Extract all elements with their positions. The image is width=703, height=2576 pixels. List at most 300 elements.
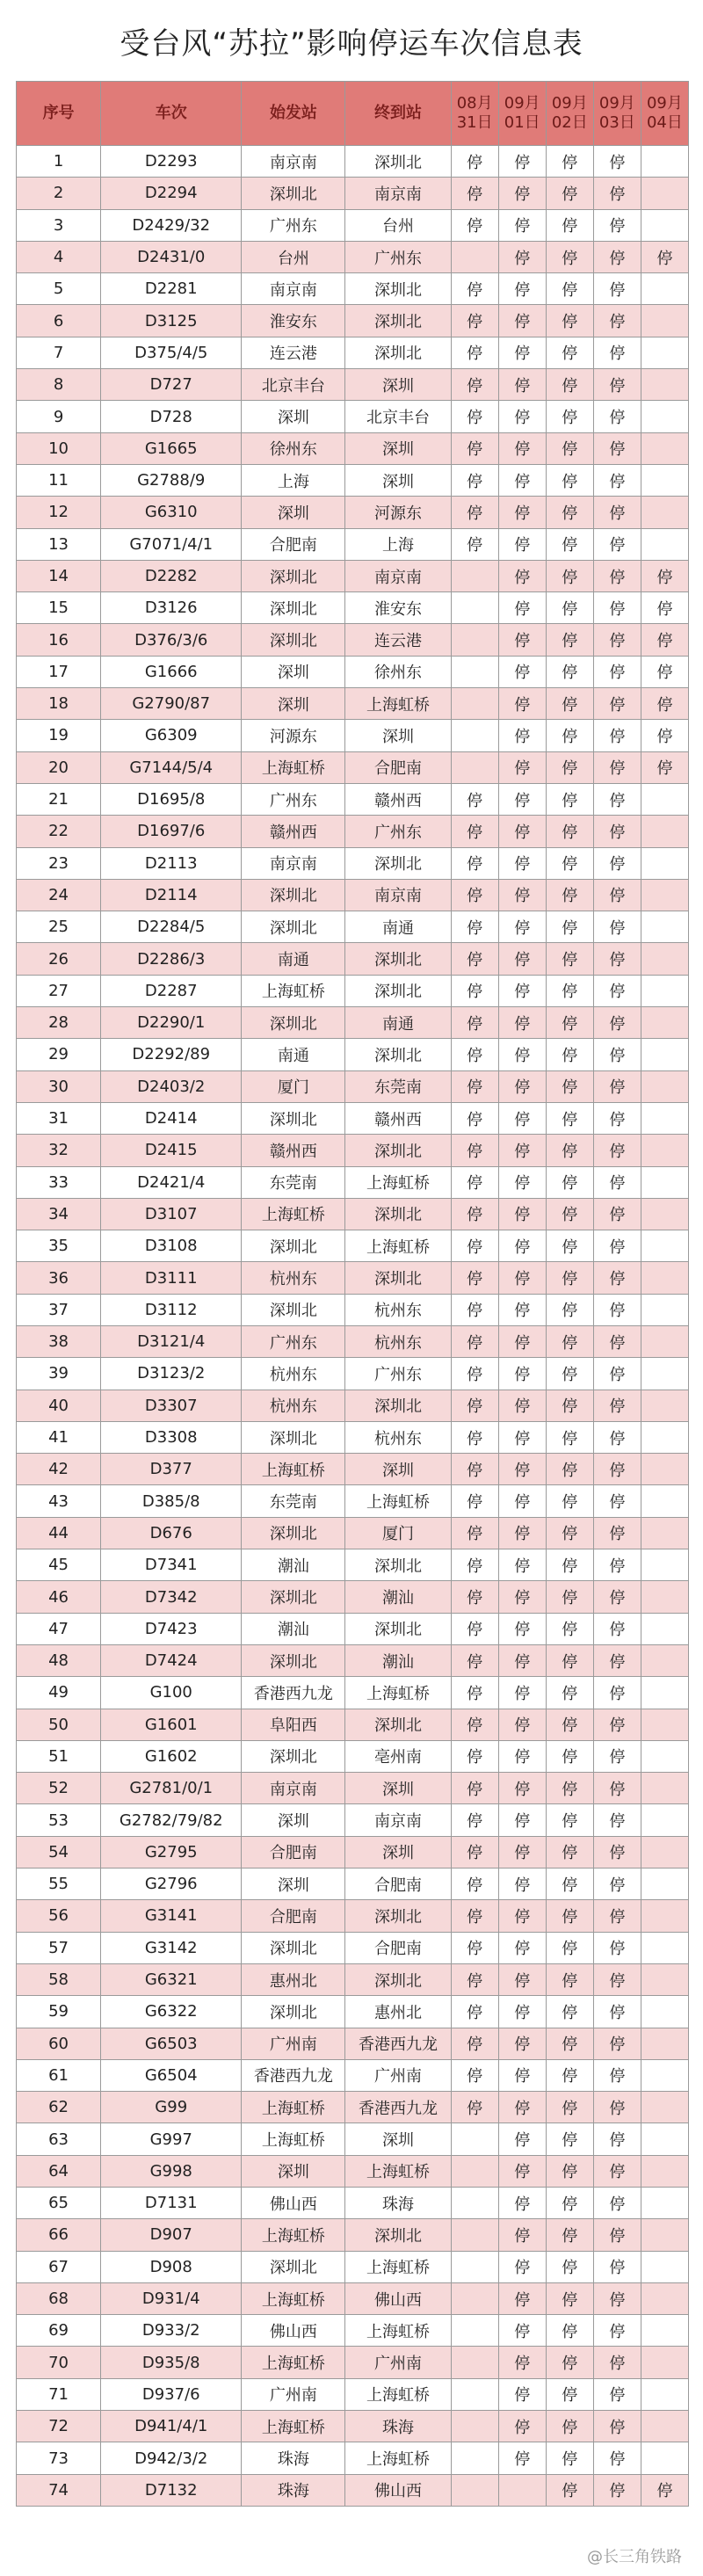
cell-0901: 停: [498, 1135, 546, 1166]
cell-0831: 停: [451, 146, 498, 178]
cell-to: 深圳北: [345, 975, 451, 1006]
cell-train: G6321: [101, 1963, 242, 1995]
cell-index: 63: [17, 2123, 101, 2155]
cell-0901: 停: [498, 592, 546, 624]
cell-0831: [451, 656, 498, 687]
cell-0831: 停: [451, 2028, 498, 2059]
cell-0901: 停: [498, 2442, 546, 2474]
cell-index: 37: [17, 1294, 101, 1325]
cell-0904: [641, 1102, 688, 1134]
cell-0904: [641, 2155, 688, 2187]
table-row: [17, 1709, 689, 1740]
cell-from: 杭州东: [242, 1262, 345, 1294]
cell-train: G2796: [101, 1869, 242, 1900]
cell-0902: 停: [546, 592, 593, 624]
cell-from: 杭州东: [242, 1390, 345, 1421]
cell-0902: 停: [546, 1294, 593, 1325]
cell-index: 13: [17, 528, 101, 560]
cell-to: 台州: [345, 209, 451, 241]
cell-0903: 停: [593, 464, 641, 496]
cell-0904: [641, 1677, 688, 1709]
table-row: [17, 1644, 689, 1676]
cell-0904: [641, 1294, 688, 1325]
cell-0904: [641, 2059, 688, 2091]
cell-index: 68: [17, 2282, 101, 2314]
cell-to: 徐州东: [345, 656, 451, 687]
cell-0902: 停: [546, 2282, 593, 2314]
cell-index: 38: [17, 1325, 101, 1357]
cell-0831: 停: [451, 1007, 498, 1039]
cell-to: 香港西九龙: [345, 2092, 451, 2123]
cell-train: D377: [101, 1454, 242, 1485]
table-row: [17, 592, 689, 624]
cell-0902: 停: [546, 273, 593, 305]
cell-index: 46: [17, 1581, 101, 1613]
cell-from: 深圳北: [242, 1996, 345, 2028]
cell-0831: [451, 560, 498, 591]
cell-0903: 停: [593, 1613, 641, 1644]
cell-index: 36: [17, 1262, 101, 1294]
cell-from: 厦门: [242, 1070, 345, 1102]
cell-from: 深圳: [242, 497, 345, 528]
cell-index: 28: [17, 1007, 101, 1039]
cell-from: 深圳北: [242, 1230, 345, 1262]
cell-0902: 停: [546, 1773, 593, 1804]
cell-0903: 停: [593, 1198, 641, 1230]
cell-from: 深圳北: [242, 592, 345, 624]
table-row: [17, 2059, 689, 2091]
cell-0901: 停: [498, 2123, 546, 2155]
cell-0831: 停: [451, 209, 498, 241]
cell-0831: [451, 2347, 498, 2378]
cell-from: 深圳北: [242, 1517, 345, 1549]
cell-train: D2414: [101, 1102, 242, 1134]
cell-to: 深圳北: [345, 1039, 451, 1070]
cell-0903: 停: [593, 911, 641, 943]
cell-0831: 停: [451, 783, 498, 815]
cell-0831: 停: [451, 1996, 498, 2028]
page-title: 受台风“苏拉”影响停运车次信息表: [120, 26, 583, 62]
cell-to: 广州东: [345, 816, 451, 847]
cell-0903: 停: [593, 560, 641, 591]
cell-0901: 停: [498, 1900, 546, 1932]
cell-0902: 停: [546, 464, 593, 496]
cell-0901: 停: [498, 1390, 546, 1421]
cell-0902: 停: [546, 1421, 593, 1453]
cell-to: 南京南: [345, 178, 451, 209]
cell-0904: [641, 2092, 688, 2123]
cell-0902: 停: [546, 2251, 593, 2282]
cell-to: 深圳北: [345, 1963, 451, 1995]
cell-0903: 停: [593, 497, 641, 528]
cell-index: 66: [17, 2219, 101, 2251]
cell-to: 深圳北: [345, 146, 451, 178]
cell-0902: 停: [546, 337, 593, 368]
cell-to: 厦门: [345, 1517, 451, 1549]
cell-index: 74: [17, 2474, 101, 2506]
cell-to: 上海虹桥: [345, 1230, 451, 1262]
cell-0903: 停: [593, 2092, 641, 2123]
table-row: [17, 1294, 689, 1325]
cell-from: 东莞南: [242, 1485, 345, 1517]
cell-0903: 停: [593, 592, 641, 624]
cell-0902: 停: [546, 401, 593, 432]
cell-from: 南通: [242, 1039, 345, 1070]
cell-0831: 停: [451, 1358, 498, 1390]
cell-index: 1: [17, 146, 101, 178]
cell-0903: 停: [593, 2059, 641, 2091]
cell-train: D2294: [101, 178, 242, 209]
cell-0903: 停: [593, 1900, 641, 1932]
cell-0902: 停: [546, 720, 593, 751]
cell-to: 广州东: [345, 1358, 451, 1390]
table-row: [17, 1454, 689, 1485]
cell-0901: 停: [498, 1709, 546, 1740]
cell-from: 惠州北: [242, 1963, 345, 1995]
cell-to: 南京南: [345, 879, 451, 911]
cell-0902: 停: [546, 1869, 593, 1900]
cell-index: 15: [17, 592, 101, 624]
cell-from: 南京南: [242, 847, 345, 879]
cell-0901: 停: [498, 1644, 546, 1676]
cell-train: D2286/3: [101, 943, 242, 975]
cell-to: 上海虹桥: [345, 2155, 451, 2187]
cell-0902: 停: [546, 1390, 593, 1421]
cell-0902: 停: [546, 2155, 593, 2187]
cell-0904: [641, 464, 688, 496]
table-row: [17, 2092, 689, 2123]
cell-0831: 停: [451, 1581, 498, 1613]
header-row: [17, 82, 689, 146]
cell-to: 佛山西: [345, 2282, 451, 2314]
table-row: [17, 241, 689, 272]
table-row: [17, 2123, 689, 2155]
cell-0831: 停: [451, 1166, 498, 1198]
cell-index: 57: [17, 1932, 101, 1963]
cell-from: 深圳北: [242, 1644, 345, 1676]
cell-0904: [641, 1421, 688, 1453]
cell-from: 台州: [242, 241, 345, 272]
cell-from: 河源东: [242, 720, 345, 751]
cell-0901: 停: [498, 1485, 546, 1517]
cell-0903: 停: [593, 305, 641, 337]
cell-to: 深圳北: [345, 1262, 451, 1294]
cell-0903: 停: [593, 1262, 641, 1294]
cell-0901: 停: [498, 1102, 546, 1134]
cell-train: D7132: [101, 2474, 242, 2506]
cell-to: 南京南: [345, 560, 451, 591]
cell-0831: 停: [451, 1230, 498, 1262]
cell-0903: 停: [593, 975, 641, 1006]
cell-0831: 停: [451, 975, 498, 1006]
cell-train: D2282: [101, 560, 242, 591]
cell-0903: 停: [593, 1996, 641, 2028]
cell-0831: 停: [451, 464, 498, 496]
table-row: [17, 1325, 689, 1357]
cell-from: 上海虹桥: [242, 2347, 345, 2378]
cell-train: D3107: [101, 1198, 242, 1230]
cell-0901: 停: [498, 1932, 546, 1963]
cell-0903: 停: [593, 688, 641, 720]
cell-from: 珠海: [242, 2474, 345, 2506]
table-row: [17, 178, 689, 209]
cell-to: 深圳北: [345, 1135, 451, 1166]
cell-index: 27: [17, 975, 101, 1006]
cell-0901: 停: [498, 464, 546, 496]
cell-index: 40: [17, 1390, 101, 1421]
cell-0903: 停: [593, 1869, 641, 1900]
cell-0902: 停: [546, 1325, 593, 1357]
cell-0904: [641, 1485, 688, 1517]
cell-to: 深圳北: [345, 943, 451, 975]
table-row: [17, 1581, 689, 1613]
cell-from: 上海虹桥: [242, 2282, 345, 2314]
cell-index: 16: [17, 624, 101, 656]
cell-0831: 停: [451, 1325, 498, 1357]
cell-from: 上海虹桥: [242, 1454, 345, 1485]
cell-index: 21: [17, 783, 101, 815]
cell-0904: [641, 1230, 688, 1262]
cell-0904: [641, 497, 688, 528]
cell-from: 深圳北: [242, 2251, 345, 2282]
cell-to: 广州东: [345, 241, 451, 272]
cell-0903: 停: [593, 1836, 641, 1868]
cell-from: 潮汕: [242, 1613, 345, 1644]
table-row: [17, 209, 689, 241]
table-row: [17, 2315, 689, 2347]
table-row: [17, 624, 689, 656]
cell-0902: 停: [546, 1517, 593, 1549]
cell-from: 佛山西: [242, 2188, 345, 2219]
cell-0901: 停: [498, 1804, 546, 1836]
cell-index: 4: [17, 241, 101, 272]
cell-0902: 停: [546, 1198, 593, 1230]
table-row: [17, 1039, 689, 1070]
cell-0904: [641, 337, 688, 368]
cell-to: 河源东: [345, 497, 451, 528]
cell-index: 29: [17, 1039, 101, 1070]
cell-0903: 停: [593, 1039, 641, 1070]
cell-0901: 停: [498, 241, 546, 272]
cell-0903: 停: [593, 2188, 641, 2219]
cell-0831: [451, 2282, 498, 2314]
cell-0904: 停: [641, 2474, 688, 2506]
cell-0903: 停: [593, 2347, 641, 2378]
cell-0904: [641, 2315, 688, 2347]
cell-index: 44: [17, 1517, 101, 1549]
cell-0901: 停: [498, 2059, 546, 2091]
cell-to: 珠海: [345, 2411, 451, 2442]
cell-to: 北京丰台: [345, 401, 451, 432]
cell-train: D2290/1: [101, 1007, 242, 1039]
cell-to: 深圳: [345, 1836, 451, 1868]
cell-0901: 停: [498, 943, 546, 975]
table-row: [17, 1996, 689, 2028]
cell-0831: [451, 2155, 498, 2187]
cell-0901: 停: [498, 1262, 546, 1294]
cell-0904: [641, 1869, 688, 1900]
cell-0904: [641, 2347, 688, 2378]
cell-0902: 停: [546, 1549, 593, 1581]
cell-from: 深圳: [242, 401, 345, 432]
cell-0904: [641, 879, 688, 911]
table-row: [17, 2347, 689, 2378]
cell-0903: 停: [593, 337, 641, 368]
cell-from: 广州东: [242, 1325, 345, 1357]
cell-from: 合肥南: [242, 528, 345, 560]
cell-0904: [641, 1740, 688, 1772]
cell-0901: 停: [498, 2219, 546, 2251]
cell-to: 深圳北: [345, 305, 451, 337]
table-row: [17, 2442, 689, 2474]
cell-to: 合肥南: [345, 751, 451, 783]
cell-0831: 停: [451, 1932, 498, 1963]
cell-0904: [641, 528, 688, 560]
cell-from: 深圳北: [242, 1421, 345, 1453]
cell-index: 11: [17, 464, 101, 496]
cell-0901: 停: [498, 2028, 546, 2059]
table-row: [17, 1963, 689, 1995]
cell-from: 上海虹桥: [242, 2123, 345, 2155]
cell-0831: 停: [451, 1517, 498, 1549]
cell-0831: 停: [451, 1070, 498, 1102]
cell-index: 53: [17, 1804, 101, 1836]
cell-0901: 停: [498, 1421, 546, 1453]
cell-0902: 停: [546, 2411, 593, 2442]
cell-from: 淮安东: [242, 305, 345, 337]
table-row: [17, 1262, 689, 1294]
cell-train: G2782/79/82: [101, 1804, 242, 1836]
cell-train: D942/3/2: [101, 2442, 242, 2474]
cell-to: 杭州东: [345, 1325, 451, 1357]
cell-train: G997: [101, 2123, 242, 2155]
cell-train: G998: [101, 2155, 242, 2187]
header-date-0831: 08月 31日: [451, 82, 498, 146]
header-date-0902: 09月 02日: [546, 82, 593, 146]
cell-0831: 停: [451, 497, 498, 528]
cell-0904: 停: [641, 688, 688, 720]
cell-train: G1665: [101, 432, 242, 464]
table-row: [17, 1102, 689, 1134]
cell-train: D3308: [101, 1421, 242, 1453]
cell-from: 赣州西: [242, 816, 345, 847]
cell-0903: 停: [593, 178, 641, 209]
cell-0902: 停: [546, 751, 593, 783]
cell-0902: 停: [546, 1932, 593, 1963]
cell-train: D2293: [101, 146, 242, 178]
cell-index: 23: [17, 847, 101, 879]
cell-0901: 停: [498, 2411, 546, 2442]
cell-0902: 停: [546, 783, 593, 815]
cell-from: 香港西九龙: [242, 1677, 345, 1709]
cell-0902: 停: [546, 2378, 593, 2410]
cell-0904: [641, 2219, 688, 2251]
cell-to: 深圳北: [345, 273, 451, 305]
cell-0831: 停: [451, 369, 498, 401]
table-row: [17, 879, 689, 911]
cell-train: D2284/5: [101, 911, 242, 943]
cell-0904: [641, 2028, 688, 2059]
table-row: [17, 337, 689, 368]
cell-to: 上海虹桥: [345, 2442, 451, 2474]
cell-from: 广州东: [242, 209, 345, 241]
cell-to: 深圳北: [345, 337, 451, 368]
cell-0903: 停: [593, 1773, 641, 1804]
cell-to: 深圳北: [345, 1709, 451, 1740]
cell-0904: [641, 401, 688, 432]
cell-train: D375/4/5: [101, 337, 242, 368]
cell-0902: 停: [546, 975, 593, 1006]
cell-0903: 停: [593, 1325, 641, 1357]
cell-0831: 停: [451, 1485, 498, 1517]
cell-to: 南通: [345, 1007, 451, 1039]
cell-0903: 停: [593, 432, 641, 464]
cell-0902: 停: [546, 1900, 593, 1932]
cell-0901: 停: [498, 1198, 546, 1230]
cell-from: 南通: [242, 943, 345, 975]
cell-from: 深圳: [242, 656, 345, 687]
cell-0831: 停: [451, 1198, 498, 1230]
cell-0831: [451, 2315, 498, 2347]
cell-index: 31: [17, 1102, 101, 1134]
cell-0902: 停: [546, 2219, 593, 2251]
cell-0901: 停: [498, 783, 546, 815]
table-row: [17, 1932, 689, 1963]
cell-0904: [641, 369, 688, 401]
cell-from: 深圳北: [242, 1294, 345, 1325]
cell-from: 赣州西: [242, 1135, 345, 1166]
cell-from: 徐州东: [242, 432, 345, 464]
cell-index: 58: [17, 1963, 101, 1995]
cell-0904: 停: [641, 560, 688, 591]
cell-index: 32: [17, 1135, 101, 1166]
cell-0904: 停: [641, 241, 688, 272]
cell-0831: [451, 720, 498, 751]
cell-0831: [451, 2474, 498, 2506]
cell-0903: 停: [593, 783, 641, 815]
table-row: [17, 432, 689, 464]
cell-0902: 停: [546, 2059, 593, 2091]
table-row: [17, 2251, 689, 2282]
cell-0903: 停: [593, 624, 641, 656]
cell-from: 南京南: [242, 273, 345, 305]
cell-0901: 停: [498, 497, 546, 528]
cell-0902: 停: [546, 560, 593, 591]
cell-0901: 停: [498, 2155, 546, 2187]
cell-0831: 停: [451, 1102, 498, 1134]
table-row: [17, 2188, 689, 2219]
cell-0831: 停: [451, 1644, 498, 1676]
table-row: [17, 401, 689, 432]
table-row: [17, 464, 689, 496]
cell-index: 9: [17, 401, 101, 432]
cell-from: 深圳: [242, 688, 345, 720]
cell-0901: 停: [498, 1325, 546, 1357]
table-row: [17, 1677, 689, 1709]
table-row: [17, 1804, 689, 1836]
cell-train: D2403/2: [101, 1070, 242, 1102]
cell-0903: 停: [593, 2155, 641, 2187]
cell-0902: 停: [546, 1358, 593, 1390]
cell-index: 73: [17, 2442, 101, 2474]
table-row: [17, 1070, 689, 1102]
cell-from: 上海虹桥: [242, 2092, 345, 2123]
cell-0901: 停: [498, 975, 546, 1006]
cell-train: D3125: [101, 305, 242, 337]
cell-index: 41: [17, 1421, 101, 1453]
cell-index: 3: [17, 209, 101, 241]
cell-0901: 停: [498, 305, 546, 337]
